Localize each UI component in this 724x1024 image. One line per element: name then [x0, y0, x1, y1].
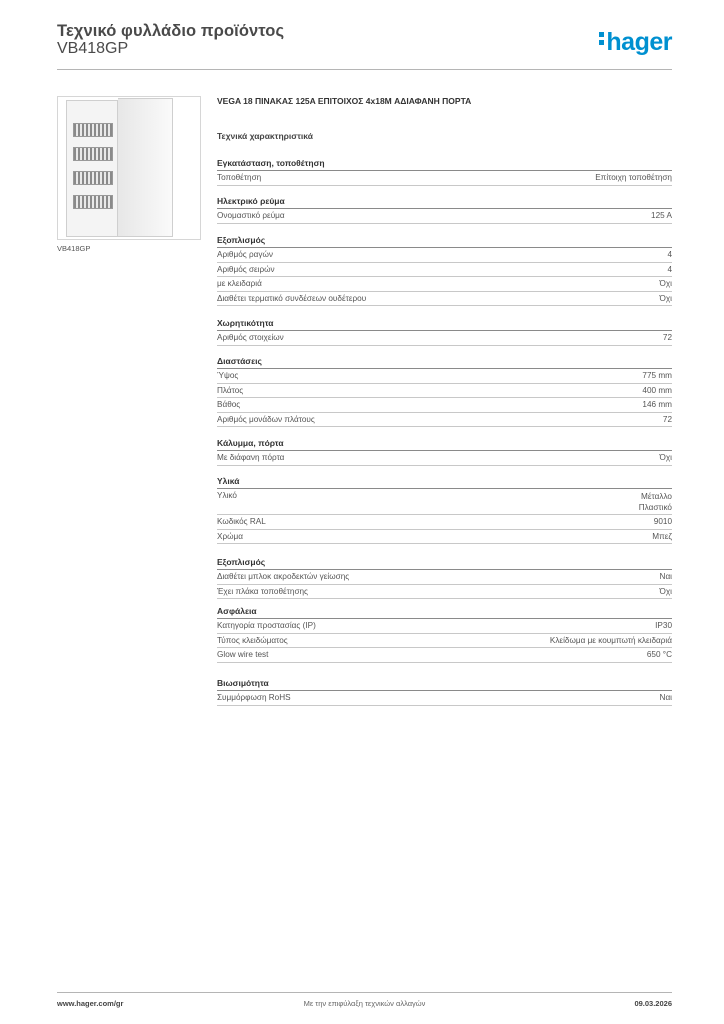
spec-value [660, 691, 672, 705]
spec-section [217, 677, 672, 706]
spec-value [642, 369, 672, 383]
spec-value-line: Επίτοιχη τοποθέτηση [595, 173, 672, 182]
spec-section [217, 234, 672, 306]
spec-value-line: 400 mm [642, 385, 672, 395]
spec-value [595, 171, 672, 185]
spec-label: Διαθέτει τερματικό συνδέσεων ουδέτερου [217, 293, 367, 303]
spec-value-line: Όχι [659, 453, 672, 462]
footer-website: www.hager.com/gr [57, 999, 124, 1008]
spec-value [660, 277, 672, 291]
spec-value [663, 331, 672, 345]
spec-value [660, 570, 672, 584]
spec-label: Αριθμός μονάδων πλάτους [217, 414, 315, 424]
footer-date: 09.03.2026 [634, 999, 672, 1008]
image-caption: VB418GP [57, 244, 91, 253]
spec-row [217, 515, 672, 530]
spec-section [217, 475, 672, 544]
spec-value [639, 489, 672, 514]
spec-value-line: IP30 [655, 621, 672, 630]
spec-value [642, 384, 672, 398]
section-title: Χωρητικότητα [217, 317, 672, 331]
spec-value [655, 619, 672, 633]
spec-value-line: 125 A [651, 211, 672, 220]
spec-row [217, 489, 672, 515]
spec-value [667, 263, 672, 277]
spec-label: Πλάτος [217, 385, 244, 395]
spec-value-line: Ναι [659, 693, 672, 702]
spec-row [217, 384, 672, 399]
cabinet-interior-icon [66, 100, 118, 237]
spec-label: με κλειδαριά [217, 279, 262, 289]
spec-label: Αριθμός σειρών [217, 264, 275, 274]
spec-value [660, 292, 672, 306]
spec-row [217, 277, 672, 292]
spec-row [217, 619, 672, 634]
spec-value-line: Μέταλλο [641, 492, 672, 501]
footer-notice: Με την επιφύλαξη τεχνικών αλλαγών [303, 999, 426, 1008]
product-image [57, 96, 201, 240]
section-title: Βιωσιμότητα [217, 677, 672, 691]
spec-value-line: Πλαστικό [638, 503, 672, 512]
section-title: Ηλεκτρικό ρεύμα [217, 195, 672, 209]
spec-label: Κωδικός RAL [217, 517, 266, 526]
page-footer [57, 992, 672, 1012]
spec-label: Κατηγορία προστασίας (IP) [217, 621, 316, 630]
spec-label: Έχει πλάκα τοποθέτησης [217, 586, 309, 596]
spec-value [652, 530, 672, 544]
spec-value [550, 634, 672, 648]
spec-value-line: 775 mm [642, 371, 672, 380]
spec-value [660, 585, 672, 599]
section-title: Διαστάσεις [217, 355, 672, 369]
hager-logo [599, 28, 672, 57]
spec-section [217, 157, 672, 186]
spec-row [217, 171, 672, 186]
spec-value [651, 209, 672, 223]
spec-value-line: 72 [662, 414, 672, 424]
spec-section [217, 195, 672, 224]
spec-label: Διαθέτει μπλοκ ακροδεκτών γείωσης [217, 572, 350, 581]
spec-label: Συμμόρφωση RoHS [217, 693, 291, 702]
page-header [57, 22, 672, 70]
spec-value [667, 248, 672, 262]
spec-row [217, 634, 672, 649]
spec-row [217, 530, 672, 545]
spec-row [217, 413, 672, 428]
spec-value-line: 650 °C [646, 650, 672, 660]
spec-label: Υλικό [217, 491, 237, 500]
spec-section [217, 317, 672, 346]
spec-row [217, 331, 672, 346]
spec-value-line: Ναι [659, 572, 672, 581]
spec-label: Βάθος [217, 400, 241, 410]
spec-value [642, 398, 672, 412]
spec-section [217, 556, 672, 599]
spec-value-line: Όχι [659, 279, 672, 289]
section-title: Εγκατάσταση, τοποθέτηση [217, 157, 672, 171]
spec-section [217, 437, 672, 466]
spec-value-line: 4 [667, 250, 672, 259]
spec-label: Αριθμός ραγών [217, 250, 273, 259]
product-name: VEGA 18 ΠΙΝΑΚΑΣ 125A ΕΠΙΤΟΙΧΟΣ 4x18M ΑΔΙΑΦΑΝΗ ΠΟΡΤΑ [217, 96, 472, 106]
spec-label: Glow wire test [217, 650, 269, 660]
spec-row [217, 570, 672, 585]
spec-label: Τοποθέτηση [217, 173, 262, 182]
spec-label: Αριθμός στοιχείων [217, 333, 284, 342]
spec-value-line: Κλείδωμα με κουμπωτή κλειδαριά [549, 635, 672, 645]
logo-colon-icon [599, 29, 604, 48]
spec-row [217, 248, 672, 263]
spec-value-line: 146 mm [642, 400, 672, 410]
spec-label: Ύψος [217, 371, 239, 380]
logo-text: hager [606, 28, 672, 56]
spec-row [217, 451, 672, 466]
spec-value [654, 515, 672, 529]
spec-section [217, 605, 672, 663]
spec-value [663, 413, 672, 427]
product-code: VB418GP [57, 40, 129, 57]
section-title: Εξοπλισμός [217, 234, 672, 248]
spec-row [217, 263, 672, 278]
spec-value-line: 4 [667, 264, 672, 274]
spec-label: Με διάφανη πόρτα [217, 453, 285, 462]
spec-section [217, 355, 672, 427]
spec-row [217, 398, 672, 413]
document-title: Τεχνικό φυλλάδιο προϊόντος [57, 22, 285, 40]
spec-label: Ονομαστικό ρεύμα [217, 211, 285, 220]
spec-row [217, 648, 672, 663]
spec-row [217, 292, 672, 307]
cabinet-door-icon [118, 98, 173, 237]
spec-value [660, 451, 672, 465]
spec-row [217, 691, 672, 706]
spec-row [217, 585, 672, 600]
spec-value-line: Όχι [659, 293, 672, 303]
spec-row [217, 209, 672, 224]
spec-value-line: Μπεζ [652, 531, 672, 541]
section-title: Υλικά [217, 475, 672, 489]
spec-label: Χρώμα [217, 531, 243, 541]
section-title: Κάλυμμα, πόρτα [217, 437, 672, 451]
technical-specs-title: Τεχνικά χαρακτηριστικά [217, 131, 313, 141]
spec-value [647, 648, 672, 662]
section-title: Εξοπλισμός [217, 556, 672, 570]
spec-row [217, 369, 672, 384]
spec-value-line: Όχι [659, 586, 672, 596]
spec-value-line: 9010 [653, 517, 672, 526]
spec-value-line: 72 [662, 333, 672, 342]
spec-label: Τύπος κλειδώματος [217, 635, 288, 645]
section-title: Ασφάλεια [217, 605, 672, 619]
